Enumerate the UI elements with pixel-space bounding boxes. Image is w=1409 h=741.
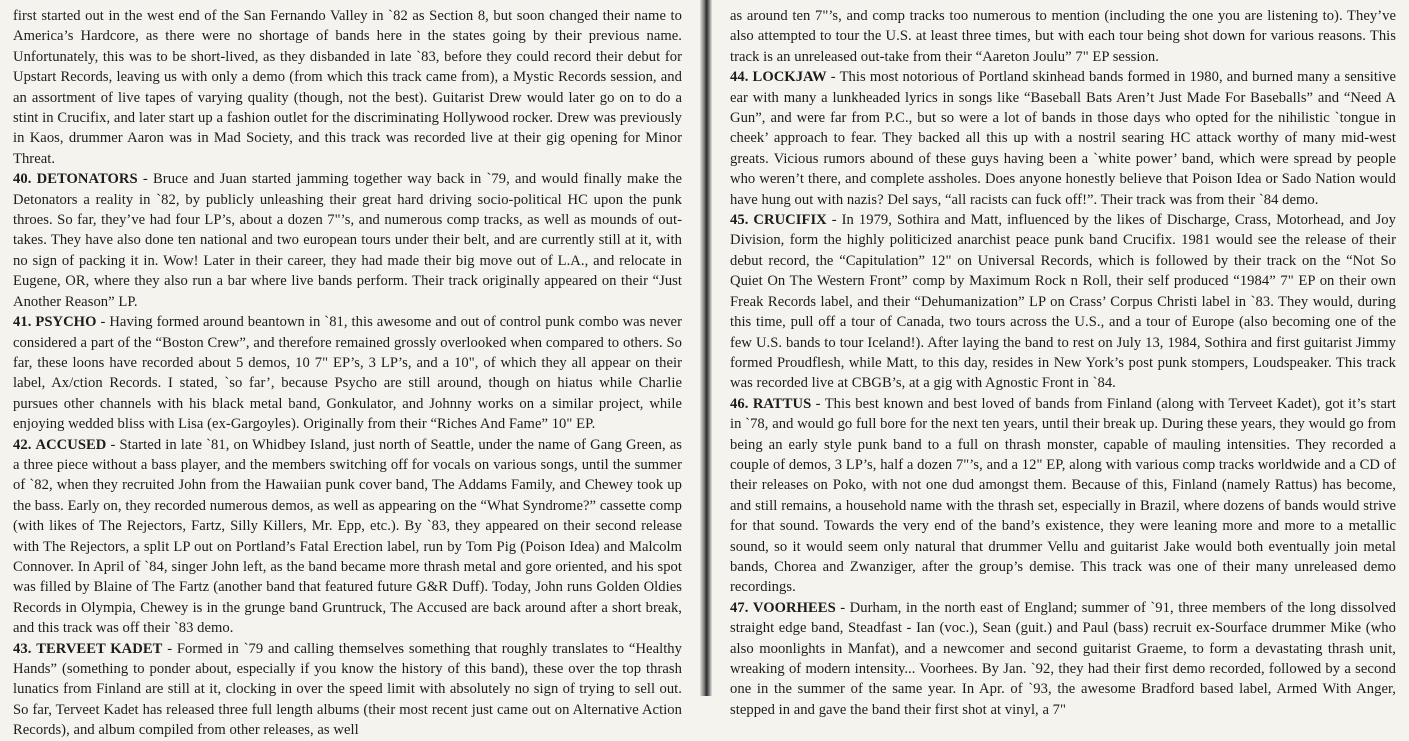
- entry-44-lockjaw: [730, 67, 1396, 210]
- entry-46-rattus: [730, 394, 1396, 598]
- band-name: ACCUSED: [35, 436, 107, 453]
- entry-number: 43.: [13, 640, 32, 657]
- entry-number: 40.: [13, 171, 32, 188]
- band-name: CRUCIFIX: [753, 212, 827, 229]
- entry-text: - Formed in `79 and calling themselves something that roughly translates to “Healthy Hands” (something to ponder about, especially if you know the history of this band), these over the top thrash lunatics from Finland are still at it, clocking in over the speed limit with absolutely no sign of trying to sell out. So far, Terveet Kadet has released three full length albums (their most recent just came out on Alternative Action Records), and album compiled from other releases, as well: [13, 640, 682, 739]
- band-name: LOCKJAW: [752, 69, 827, 86]
- entry-47-voorhees: [730, 598, 1396, 720]
- entry-number: 45.: [730, 212, 749, 229]
- entry-number: 46.: [730, 395, 749, 412]
- right-page: [712, 0, 1409, 718]
- entry-number: 42.: [13, 436, 32, 453]
- entry-number: 41.: [13, 314, 32, 331]
- entry-number: 44.: [730, 69, 749, 86]
- entry-text: - In 1979, Sothira and Matt, influenced by the likes of Discharge, Crass, Motorhead, and Joy Division, form the highly politicized anarchist peace punk band Crucifix. 1981 would see the release of their debut record, the “Capitulation” 12" on Universal Records, which is followed by their track on the “Not So Quiet On The Western Front” comp by Maximum Rock n Roll, their self produced “1984” 7" EP on their own Freak Records label, and their “Dehumanization” LP on Crass’ Corpus Christi label in `83. They would, during this time, pull off a tour of Canada, two tours across the U.S., and a tour of Europe (also becoming one of the few U.S. bands to tour Iceland!). After laying the band to rest on July 13, 1984, Sothira and first guitarist Jimmy formed Proudflesh, while Matt, to this day, resides in New York’s post punk stompers, Loudspeaker. This track was recorded live at CBGB’s, at a gig with Agnostic Front in `84.: [730, 212, 1396, 392]
- entry-text: - Having formed around beantown in `81, this awesome and out of control punk combo was never considered a part of the “Boston Crew”, and therefore remained grossly overlooked when compared to others. So far, these loons have recorded about 5 demos, 10 7" EP’s, 3 LP’s, and a 10", of which they all appear on their label, Ax/ction Records. I stated, `so far’, because Psycho are still around, though on hiatus while Charlie pursues other channels with his black metal band, Gonkulator, and Johnny works on a similar project, while enjoying wedded bliss with Lisa (ex-Gargoyles). Originally from their “Riches And Fame” 10" EP.: [13, 314, 682, 433]
- entry-text: - This best known and best loved of bands from Finland (along with Terveet Kadet), got it’s start in `78, and would go full bore for the next ten years, until their break up. During these years, they would go from being an early style punk band to a full on thrash monster, capable of mauling intensities. They recorded a couple of demos, 3 LP’s, half a dozen 7"’s, and a 12" EP, along with various comp tracks worldwide and a CD of their releases on Poko, with not one dud amongst them. Because of this, Finland (namely Rattus) has become, and still remains, a household name with the thrash set, especially in Brazil, where dozens of bands would strive for that sound. Towards the very end of the band’s existence, they were leaning more and more to a metallic sound, so it would seem only natural that drummer Vellu and guitarist Jake would both eventually join metal bands, Chorea and Zwanziger, after the group’s demise. This track was one of their many unreleased demo recordings.: [730, 395, 1396, 596]
- entry-40-detonators: [13, 169, 682, 312]
- entry-41-psycho: [13, 312, 682, 434]
- entry-43-terveet-kadet: [13, 639, 682, 741]
- left-page: [0, 0, 700, 739]
- continuation-paragraph: first started out in the west end of the San Fernando Valley in `82 as Section 8, but soon changed their name to America’s Hardcore, as there were no shortage of bands here in the states going by their previous name. Unfortunately, this was to be short-lived, as they disbanded in late `83, before they could record their debut for Upstart Records, leaving us with only a demo (from which this track came from), a Mystic Records session, and an assortment of live tapes of varying quality (though, not the best). Guitarist Drew would later go on to do a stint in Crucifix, and later start up a fashion outlet for the discriminating Hollywood rocker. Drew was previously in Kaos, drummer Aaron was in Mad Society, and this track was recorded live at their gig opening for Minor Threat.: [13, 8, 682, 167]
- band-name: VOORHEES: [752, 599, 836, 616]
- entry-text: - Started in late `81, on Whidbey Island, just north of Seattle, under the name of Gang Green, as a three piece without a bass player, and the members switching off for vocals on various songs, until the summer of `82, when they recruited John from the Hawaiian punk cover band, The Addams Family, and Chewey took up the bass. Early on, they recorded numerous demos, as well as appearing on the “What Syndrome?” cassette comp (with likes of The Rejectors, Fartz, Silly Killers, Mr. Epp, etc.). By `83, they appeared on their second release with The Rejectors, a split LP out on Portland’s Fatal Erection label, run by Tom Pig (Poison Idea) and Malcolm Connover. In April of `84, singer John left, as the band became more thrash metal and gore oriented, and his spot was filled by Blaine of The Fartz (another band that featured future G&R Duff). Today, John runs Golden Oldies Records in Olympia, Chewey is in the grunge band Gruntruck, The Accused are back around after a short break, and this track was off their `83 demo.: [13, 436, 682, 637]
- book-spine: [700, 0, 712, 696]
- band-name: RATTUS: [752, 395, 812, 412]
- entry-text: - Bruce and Juan started jamming together way back in `79, and would finally make the Detonators a reality in `82, by publicly unleashing their great hard driving socio-political HC upon the punk throes. So far, they’ve had four LP’s, about a dozen 7"’s, and numerous comp tracks, as well as mounds of out-takes. They have also done ten national and two european tours under their belt, and are currently still at it, with no sign of packing it in. Wow! Later in their career, they had made their big move out of L.A., and relocate in Eugene, OR, where they also run a bar where live bands perform. Their track originally appeared on their “Just Another Reason” LP.: [13, 171, 683, 310]
- band-name: TERVEET KADET: [36, 640, 163, 657]
- entry-number: 47.: [730, 599, 749, 616]
- band-name: PSYCHO: [35, 314, 97, 331]
- entry-text: - Durham, in the north east of England; summer of `91, three members of the long dissolved straight edge band, Steadfast - Ian (voc.), Sean (guit.) and Paul (bass) recruit ex-Sourface drummer Mike (who also moonlights in Manfat), and a newcomer and second guitarist Graeme, to form a devastating thrash unit, wreaking of modern intensity... Voorhees. By Jan. `92, they had their first demo recorded, followed by a second one in the summer of the same year. In Apr. of `93, the awesome Bradford based label, Armed With Anger, stepped in and gave the band their first shot at vinyl, a 7": [730, 599, 1396, 718]
- continuation-paragraph: as around ten 7"’s, and comp tracks too numerous to mention (including the one you are listening to). They’ve also attempted to tour the U.S. at least three times, but with each tour being shot down for various reasons. This track is an unreleased out-take from their “Aareton Joulu” 7" EP session.: [730, 8, 1396, 65]
- entry-45-crucifix: [730, 210, 1396, 394]
- entry-42-accused: [13, 435, 682, 639]
- entry-text: - This most notorious of Portland skinhead bands formed in 1980, and burned many a sensitive ear with many a lunkheaded lyrics in songs like “Baseball Bats Aren’t Just Made For Baseballs” and “Need A Gun”, and were far from P.C., but so were a lot of bands in those days who opted for the nihilistic `tongue in cheek’ approach to fear. They backed all this up with a nostril searing HC attack worthy of many mid-west greats. Vicious rumors abound of these guys having been a `white power’ band, which were spread by people who weren’t there, and complete assholes. Does anyone honestly believe that Poison Idea or Sado Nation would have hung out with nazis? Del says, “all racists can fuck off!”. Their track was from their `84 demo.: [730, 69, 1396, 208]
- band-name: DETONATORS: [36, 171, 138, 188]
